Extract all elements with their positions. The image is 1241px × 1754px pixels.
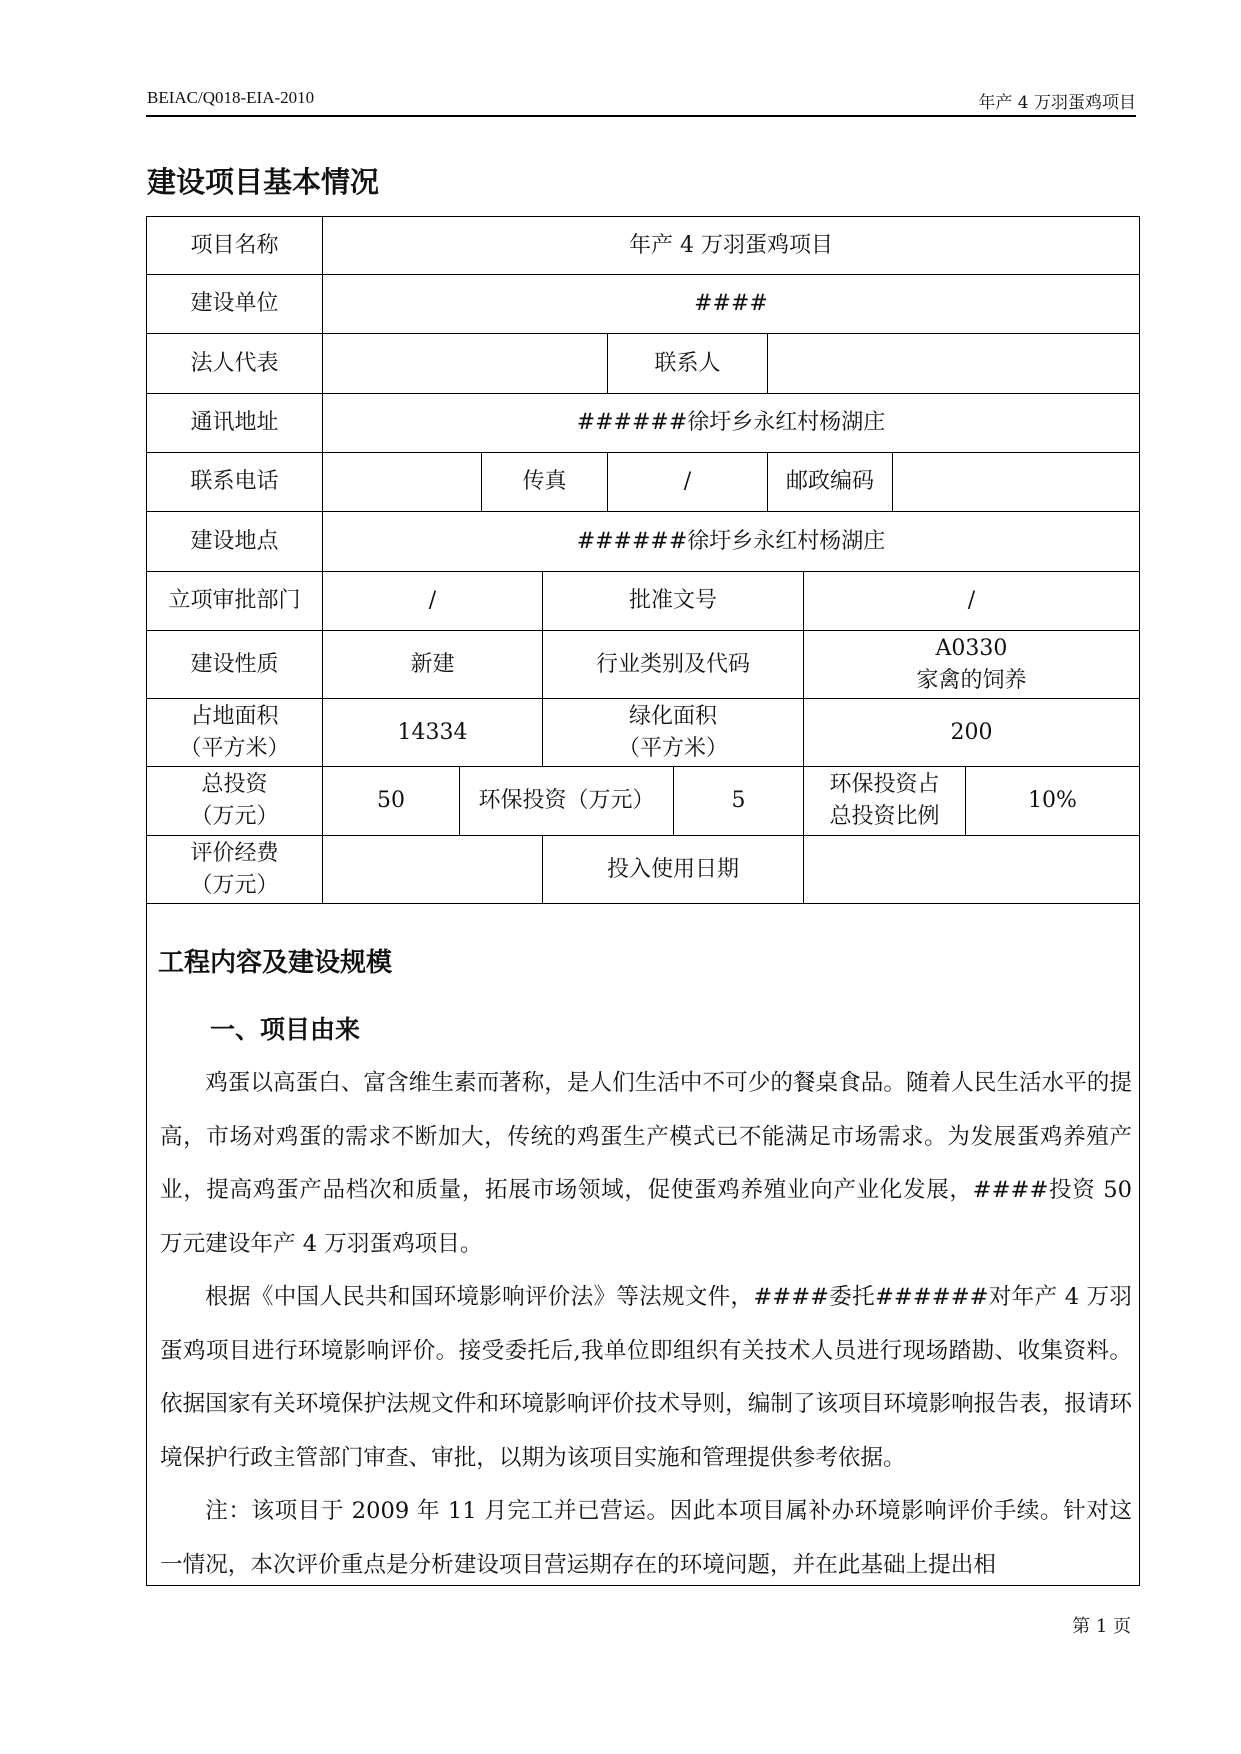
env-invest-value: 5 xyxy=(674,767,804,836)
area-label-line2: （平方米） xyxy=(179,735,290,761)
approval-no-label: 批准文号 xyxy=(543,572,804,631)
phone-value xyxy=(323,453,482,512)
area-value: 14334 xyxy=(323,699,543,767)
green-label xyxy=(543,699,804,767)
eval-fee-label-line1: 评价经费 xyxy=(190,840,279,866)
site-value: ######徐圩乡永红村杨湖庄 xyxy=(323,512,1139,572)
site-label: 建设地点 xyxy=(147,512,323,572)
legal-rep-label: 法人代表 xyxy=(147,334,323,394)
page-header-left: BEIAC/Q018-EIA-2010 xyxy=(147,88,315,107)
industry-label: 行业类别及代码 xyxy=(543,631,804,699)
env-ratio-value: 10% xyxy=(966,767,1139,836)
address-value: ######徐圩乡永红村杨湖庄 xyxy=(323,394,1139,453)
postcode-label: 邮政编码 xyxy=(768,453,893,512)
approval-dept-value: / xyxy=(323,572,543,631)
page-number: 第 1 页 xyxy=(1072,1616,1131,1637)
use-date-label: 投入使用日期 xyxy=(543,836,804,904)
area-label xyxy=(147,699,323,767)
contact-label: 联系人 xyxy=(608,334,768,394)
legal-rep-value xyxy=(323,334,608,394)
fax-label: 传真 xyxy=(482,453,608,512)
invest-label xyxy=(147,767,323,836)
eval-fee-value xyxy=(323,836,543,904)
industry-code: A0330 xyxy=(935,635,1008,661)
paragraph-note: 注：该项目于 2009 年 11 月完工并已营运。因此本项目属补办环境影响评价手续。针对这一情况，本次评价重点是分析建设项目营运期存在的环境问题，并在此基础上提出相 xyxy=(160,1498,1132,1578)
nature-value: 新建 xyxy=(323,631,543,699)
project-name-value: 年产 4 万羽蛋鸡项目 xyxy=(323,217,1139,275)
contact-value xyxy=(768,334,1139,394)
eval-fee-label xyxy=(147,836,323,904)
paragraph-origin: 鸡蛋以高蛋白、富含维生素而著称，是人们生活中不可少的餐桌食品。随着人民生活水平的提高，市场对鸡蛋的需求不断加大，传统的鸡蛋生产模式已不能满足市场需求。为发展蛋鸡养殖产业，提高鸡蛋产品档次和质量，拓展市场领域，促使蛋鸡养殖业向产业化发展，####投资 50 万元建设年产 4 万羽蛋鸡项目。 xyxy=(160,1070,1132,1257)
approval-dept-label: 立项审批部门 xyxy=(147,572,323,631)
project-name-label: 项目名称 xyxy=(147,217,323,275)
builder-label: 建设单位 xyxy=(147,275,323,334)
env-ratio-label-line2: 总投资比例 xyxy=(829,804,940,829)
eval-fee-label-line2: （万元） xyxy=(190,872,279,898)
green-label-line2: （平方米） xyxy=(617,735,728,761)
postcode-value xyxy=(893,453,1139,512)
industry-value xyxy=(804,631,1139,699)
industry-name: 家禽的饲养 xyxy=(916,667,1027,693)
env-ratio-label xyxy=(804,767,966,836)
page-title: 建设项目基本情况 xyxy=(147,165,380,199)
invest-label-line2: （万元） xyxy=(190,804,279,829)
area-label-line1: 占地面积 xyxy=(190,703,279,729)
use-date-value xyxy=(804,836,1139,904)
invest-value: 50 xyxy=(323,767,460,836)
page-header-right: 年产 4 万羽蛋鸡项目 xyxy=(978,93,1136,113)
env-invest-label: 环保投资（万元） xyxy=(460,767,674,836)
fax-value: / xyxy=(608,453,768,512)
nature-label: 建设性质 xyxy=(147,631,323,699)
address-label: 通讯地址 xyxy=(147,394,323,453)
approval-no-value: / xyxy=(804,572,1139,631)
header-divider xyxy=(146,115,1136,117)
subsection-title: 一、项目由来 xyxy=(210,1015,361,1044)
green-value: 200 xyxy=(804,699,1139,767)
section-title: 工程内容及建设规模 xyxy=(158,948,393,978)
green-label-line1: 绿化面积 xyxy=(628,703,717,729)
builder-value: #### xyxy=(323,275,1139,334)
paragraph-commission: 根据《中国人民共和国环境影响评价法》等法规文件，####委托######对年产 4 万羽蛋鸡项目进行环境影响评价。接受委托后,我单位即组织有关技术人员进行现场踏勘、收集资料。依据国家有关环境保护法规文件和环境影响评价技术导则，编制了该项目环境影响报告表，报请环境保护行政主管部门审查、审批，以期为该项目实施和管理提供参考依据。 xyxy=(160,1284,1132,1471)
invest-label-line1: 总投资 xyxy=(201,772,268,797)
phone-label: 联系电话 xyxy=(147,453,323,512)
env-ratio-label-line1: 环保投资占 xyxy=(829,772,940,797)
